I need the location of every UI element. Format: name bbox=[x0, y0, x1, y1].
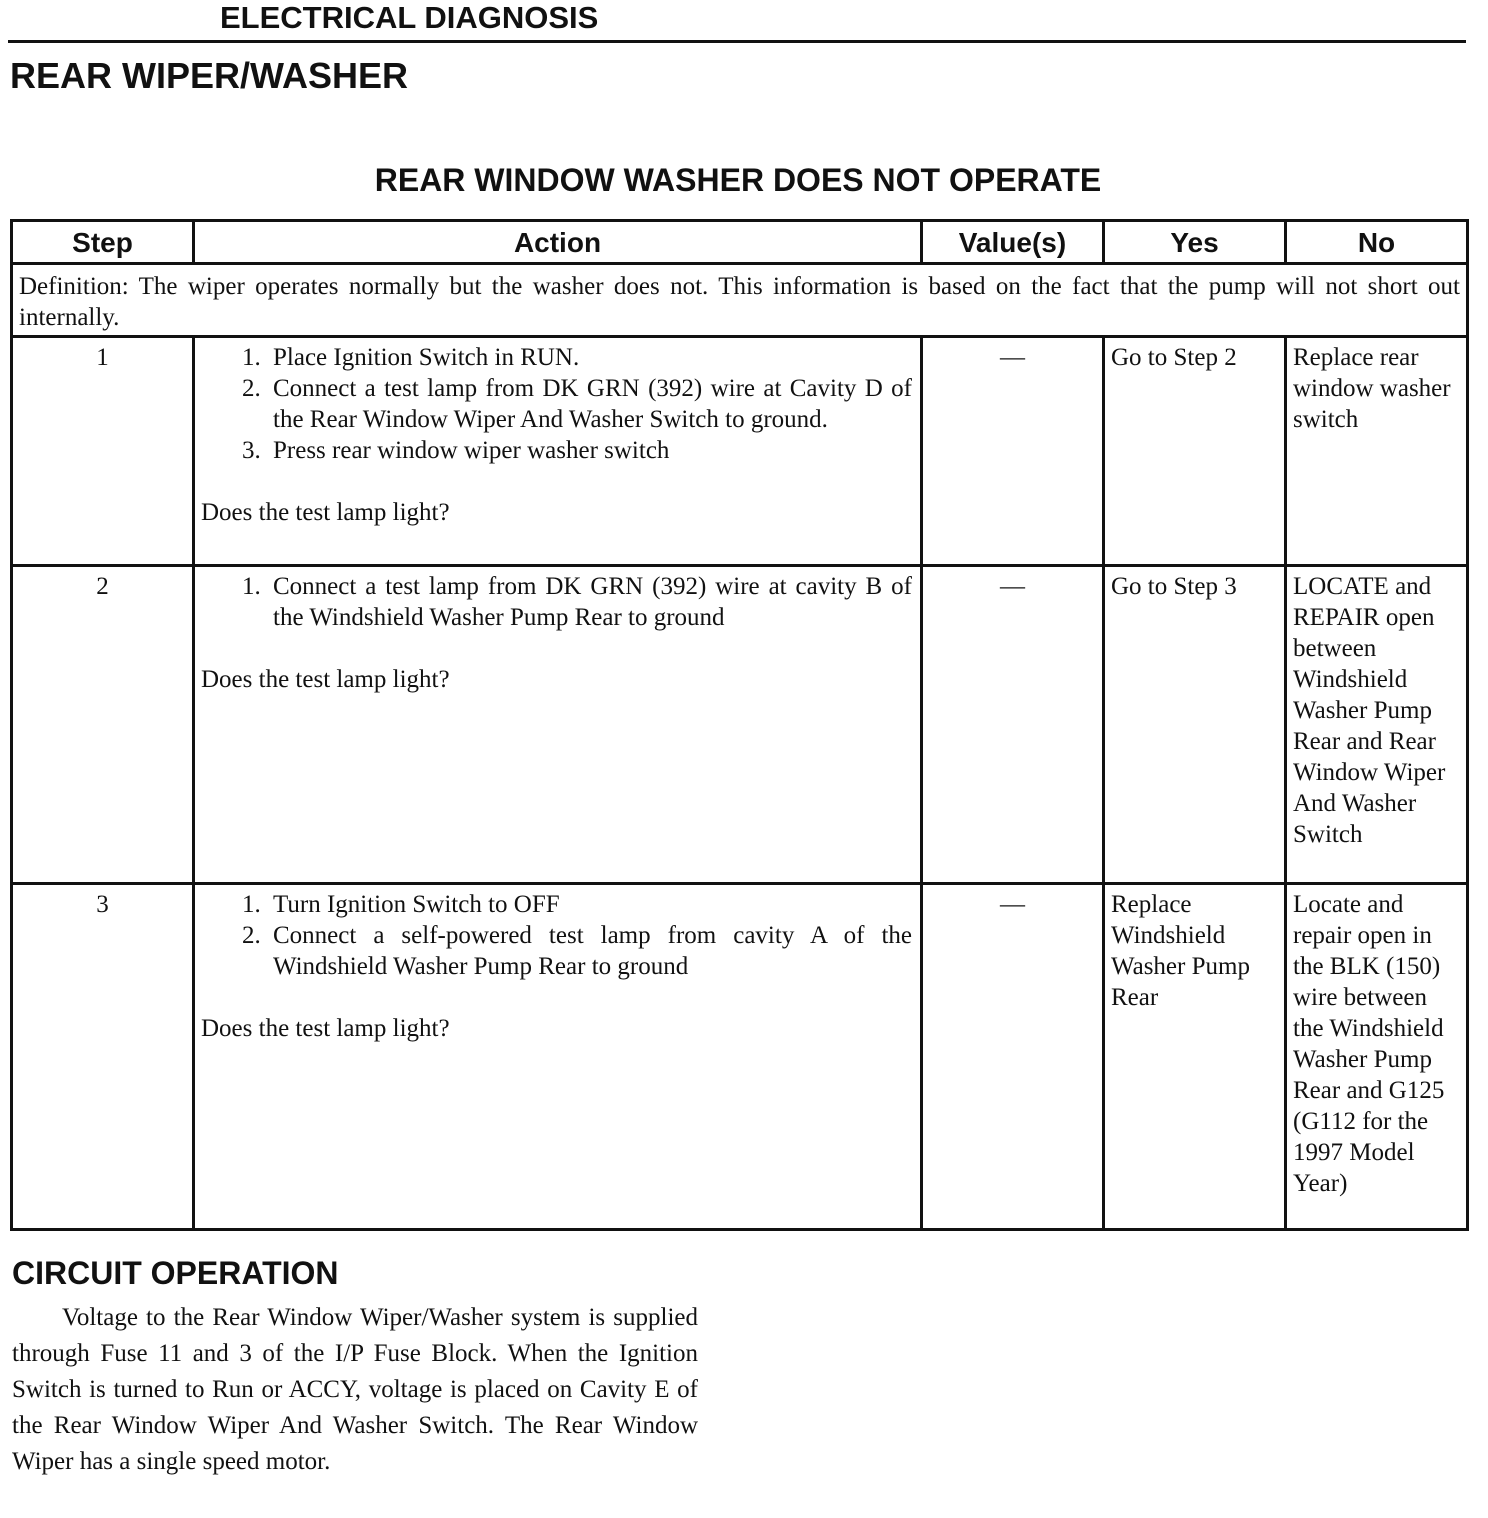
table-row bbox=[12, 337, 1468, 566]
definition-row bbox=[12, 264, 1468, 337]
column-header-values: Value(s) bbox=[922, 221, 1104, 264]
action-item: 1. Connect a test lamp from DK GRN (392) wire at cavity B of the Windshield Washer Pump Rear to ground bbox=[267, 571, 912, 633]
circuit-operation-title: CIRCUIT OPERATION bbox=[12, 1255, 339, 1291]
action-item: 1. Place Ignition Switch in RUN. bbox=[267, 342, 912, 373]
action-item: 1. Turn Ignition Switch to OFF bbox=[267, 889, 912, 920]
circuit-operation-text: Voltage to the Rear Window Wiper/Washer system is supplied through Fuse 11 and 3 of the I/P Fuse Block. When the Ignition Switch is turned to Run or ACCY, voltage is placed on Cavity E of the Rear Window Wiper And Washer Switch. The Rear Window Wiper has a single speed motor. bbox=[12, 1304, 698, 1475]
value-cell: — bbox=[922, 884, 1104, 1230]
no-cell: LOCATE and REPAIR open between Windshield Washer Pump Rear and Rear Window Wiper And Washer Switch bbox=[1286, 566, 1468, 884]
column-header-step: Step bbox=[12, 221, 194, 264]
yes-cell: Replace Windshield Washer Pump Rear bbox=[1104, 884, 1286, 1230]
yes-cell: Go to Step 2 bbox=[1104, 337, 1286, 566]
action-item: 2. Connect a self-powered test lamp from cavity A of the Windshield Washer Pump Rear to ground bbox=[267, 920, 912, 982]
column-header-no: No bbox=[1286, 221, 1468, 264]
action-list bbox=[201, 571, 912, 633]
step-number: 3 bbox=[12, 884, 194, 1230]
column-header-action: Action bbox=[194, 221, 922, 264]
action-item: 3. Press rear window wiper washer switch bbox=[267, 435, 912, 466]
action-list bbox=[201, 889, 912, 982]
table-row bbox=[12, 566, 1468, 884]
action-cell bbox=[194, 337, 922, 566]
column-header-yes: Yes bbox=[1104, 221, 1286, 264]
no-cell: Locate and repair open in the BLK (150) wire between the Windshield Washer Pump Rear and G125 (G112 for the 1997 Model Year) bbox=[1286, 884, 1468, 1230]
diagnosis-table bbox=[10, 219, 1469, 1231]
action-cell bbox=[194, 884, 922, 1230]
action-list bbox=[201, 342, 912, 466]
table-header-row bbox=[12, 221, 1468, 264]
action-cell bbox=[194, 566, 922, 884]
section-title: REAR WIPER/WASHER bbox=[10, 55, 409, 96]
document-header-title: ELECTRICAL DIAGNOSIS bbox=[220, 0, 599, 35]
header-divider bbox=[8, 40, 1466, 43]
table-title: REAR WINDOW WASHER DOES NOT OPERATE bbox=[374, 162, 1102, 198]
step-number: 2 bbox=[12, 566, 194, 884]
step-number: 1 bbox=[12, 337, 194, 566]
action-item: 2. Connect a test lamp from DK GRN (392) wire at Cavity D of the Rear Window Wiper And Washer Switch to ground. bbox=[267, 373, 912, 435]
action-question: Does the test lamp light? bbox=[201, 1015, 450, 1042]
action-question: Does the test lamp light? bbox=[201, 499, 450, 526]
value-cell: — bbox=[922, 337, 1104, 566]
action-question: Does the test lamp light? bbox=[201, 666, 450, 693]
no-cell: Replace rear window washer switch bbox=[1286, 337, 1468, 566]
yes-cell: Go to Step 3 bbox=[1104, 566, 1286, 884]
table-row bbox=[12, 884, 1468, 1230]
value-cell: — bbox=[922, 566, 1104, 884]
definition-text: Definition: The wiper operates normally but the washer does not. This information is based on the fact that the pump will not short out internally. bbox=[12, 264, 1468, 337]
